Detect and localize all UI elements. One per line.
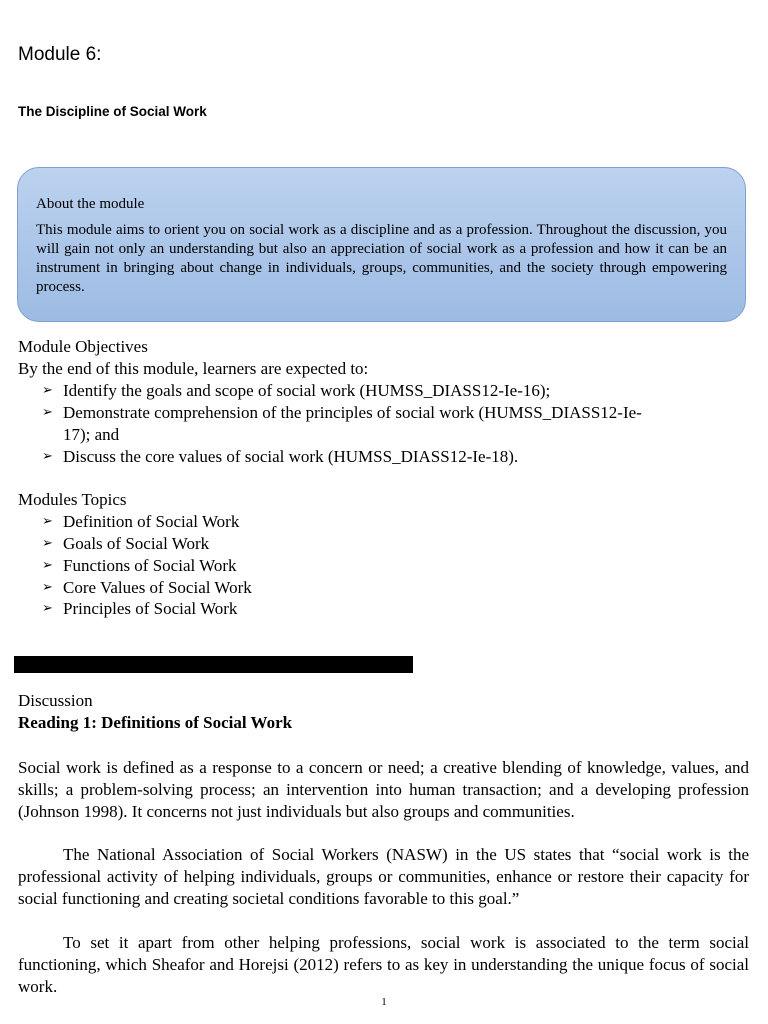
objective-text: Demonstrate comprehension of the principles of social work (HUMSS_DIASS12-Ie- xyxy=(63,403,642,422)
topic-text: Functions of Social Work xyxy=(63,556,237,575)
redaction-bar xyxy=(14,656,413,673)
topic-text: Core Values of Social Work xyxy=(63,578,252,597)
objective-text: Identify the goals and scope of social work (HUMSS_DIASS12-Ie-16); xyxy=(63,381,551,400)
objective-continuation: 17); and xyxy=(63,425,120,444)
module-title: The Discipline of Social Work xyxy=(18,104,207,119)
reading-title: Reading 1: Definitions of Social Work xyxy=(18,713,293,732)
about-heading: About the module xyxy=(36,196,145,212)
arrow-bullet-icon: ➢ xyxy=(42,449,53,464)
module-number: Module 6: xyxy=(18,44,102,65)
arrow-bullet-icon: ➢ xyxy=(42,536,53,551)
arrow-bullet-icon: ➢ xyxy=(42,580,53,595)
arrow-bullet-icon: ➢ xyxy=(42,514,53,529)
discussion-paragraph: The National Association of Social Workers (NASW) in the US states that “social work is the professional activity of helping individuals, groups or communities, enhance or restore their capacity for social functioning and creating societal conditions favorable to this goal.” xyxy=(18,845,749,908)
objective-text: Discuss the core values of social work (HUMSS_DIASS12-Ie-18). xyxy=(63,447,519,466)
about-text: This module aims to orient you on social work as a discipline and as a profession. Throughout the discussion, you will gain not only an understanding but also an appreciation of social work as a profession and how it can be an instrument in bringing about change in individuals, groups, communities, and the society through empowering process. xyxy=(36,222,727,295)
arrow-bullet-icon: ➢ xyxy=(42,558,53,573)
topic-text: Principles of Social Work xyxy=(63,599,238,618)
topic-text: Goals of Social Work xyxy=(63,534,210,553)
topics-heading: Modules Topics xyxy=(18,490,127,509)
about-module-box xyxy=(17,167,746,322)
arrow-bullet-icon: ➢ xyxy=(42,405,53,420)
objectives-intro: By the end of this module, learners are expected to: xyxy=(18,359,369,378)
arrow-bullet-icon: ➢ xyxy=(42,601,53,616)
arrow-bullet-icon: ➢ xyxy=(42,383,53,398)
topic-text: Definition of Social Work xyxy=(63,512,240,531)
objectives-heading: Module Objectives xyxy=(18,337,148,356)
discussion-paragraph: To set it apart from other helping professions, social work is associated to the term social functioning, which Sheafor and Horejsi (2012) refers to as key in understanding the unique focus of social work. xyxy=(18,933,749,996)
discussion-label: Discussion xyxy=(18,691,93,710)
discussion-paragraph: Social work is defined as a response to a concern or need; a creative blending of knowledge, values, and skills; a problem-solving process; an intervention into human transaction; and a developing profession (Johnson 1998). It concerns not just individuals but also groups and communities. xyxy=(18,758,749,821)
page-number: 1 xyxy=(381,996,387,1008)
